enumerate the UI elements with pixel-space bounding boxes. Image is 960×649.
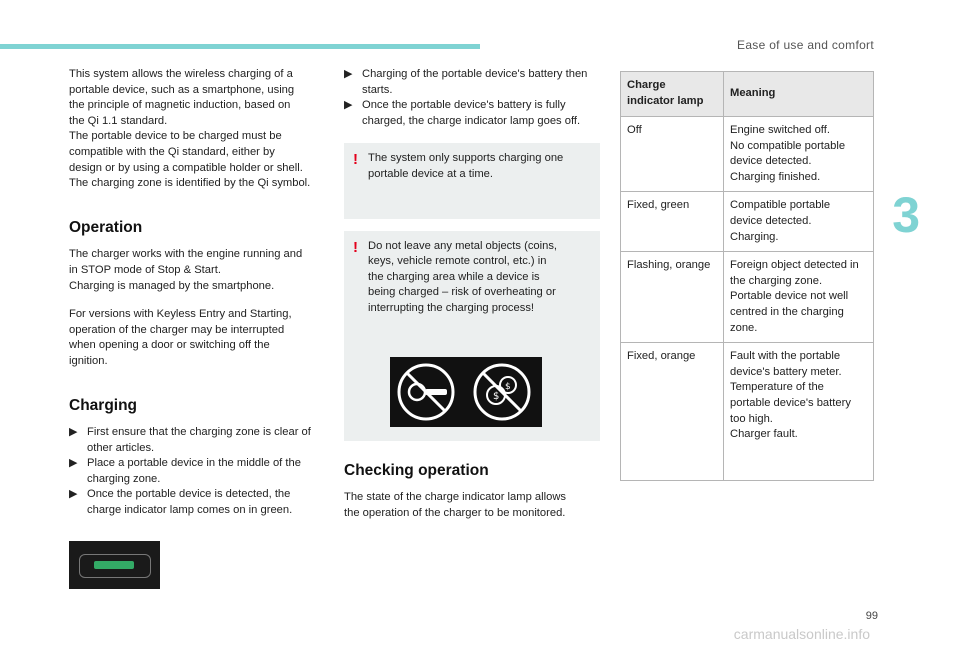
list-item: ▶ First ensure that the charging zone is clear of other articles.	[69, 426, 311, 454]
charger-illustration	[69, 541, 160, 589]
column-header-meaning: Meaning	[724, 72, 874, 117]
page-number: 99	[865, 610, 878, 622]
column-2	[344, 67, 600, 534]
warning-box-single-device: ! The system only supports charging one portable device at a time.	[344, 143, 600, 218]
bullet-arrow-icon: ▶	[344, 68, 353, 80]
table-row: Off Engine switched off. No compatible portable device detected. Charging finished.	[621, 117, 874, 192]
list-item: ▶ Charging of the portable device's battery then starts.	[344, 68, 588, 96]
charging-steps	[69, 425, 327, 519]
charge-indicator-table	[620, 71, 874, 481]
warning-exclamation-icon: !	[353, 238, 358, 256]
warning-box-metal-objects: ! Do not leave any metal objects (coins, keys, vehicle remote control, etc.) in the charging area while a device is being charged – risk of overheating or interrupting the charging process! $ $	[344, 231, 600, 441]
charge-indicator-lamp	[94, 561, 134, 569]
charging-heading: Charging	[69, 396, 138, 414]
operation-paragraph-1: The charger works with the engine running and in STOP mode of Stop & Start. Charging is managed by the smartphone.	[69, 248, 303, 292]
operation-heading: Operation	[69, 218, 143, 236]
svg-text:$: $	[505, 381, 511, 392]
table-header-row	[621, 72, 874, 117]
column-1	[69, 67, 327, 531]
bullet-arrow-icon: ▶	[69, 457, 78, 470]
prohibition-pictogram	[390, 357, 542, 427]
table-row: Fixed, green Compatible portable device detected. Charging.	[621, 192, 874, 252]
bullet-arrow-icon: ▶	[69, 488, 78, 501]
section-title: Ease of use and comfort	[737, 38, 874, 52]
svg-text:$: $	[493, 390, 500, 402]
charging-steps-continued	[344, 67, 600, 129]
accent-bar	[0, 44, 480, 49]
checking-operation-heading: Checking operation	[344, 461, 489, 479]
no-keys-icon	[390, 357, 542, 427]
table-row: Flashing, orange Foreign object detected in the charging zone. Portable device not well centred in the charging zone.	[621, 252, 874, 343]
list-item: ▶ Place a portable device in the middle of the charging zone.	[69, 457, 301, 485]
watermark: carmanualsonline.info	[733, 626, 870, 642]
intro-paragraph: This system allows the wireless charging of a portable device, such as a smartphone, using the principle of magnetic induction, based on the Qi 1.1 standard. The portable device to be charged must be compatible with the Qi standard, either by design or by using a compatible holder or shell. The charging zone is identified by the Qi symbol.	[69, 68, 311, 190]
operation-paragraph-2: For versions with Keyless Entry and Starting, operation of the charger may be interrupted when opening a door or switching off the ignition.	[69, 308, 292, 367]
list-item: ▶ Once the portable device's battery is fully charged, the charge indicator lamp goes off.	[344, 99, 581, 127]
bullet-arrow-icon: ▶	[344, 99, 353, 112]
bullet-arrow-icon: ▶	[69, 426, 78, 439]
warning-exclamation-icon: !	[353, 151, 358, 169]
checking-operation-paragraph: The state of the charge indicator lamp allows the operation of the charger to be monitored.	[344, 491, 567, 519]
list-item: ▶ Once the portable device is detected, the charge indicator lamp comes on in green.	[69, 488, 293, 517]
column-header-lamp: Charge indicator lamp	[621, 72, 724, 117]
chapter-number: 3	[892, 187, 920, 243]
table-row: Fixed, orange Fault with the portable device's battery meter. Temperature of the portable device's battery too high. Charger fault.	[621, 343, 874, 481]
